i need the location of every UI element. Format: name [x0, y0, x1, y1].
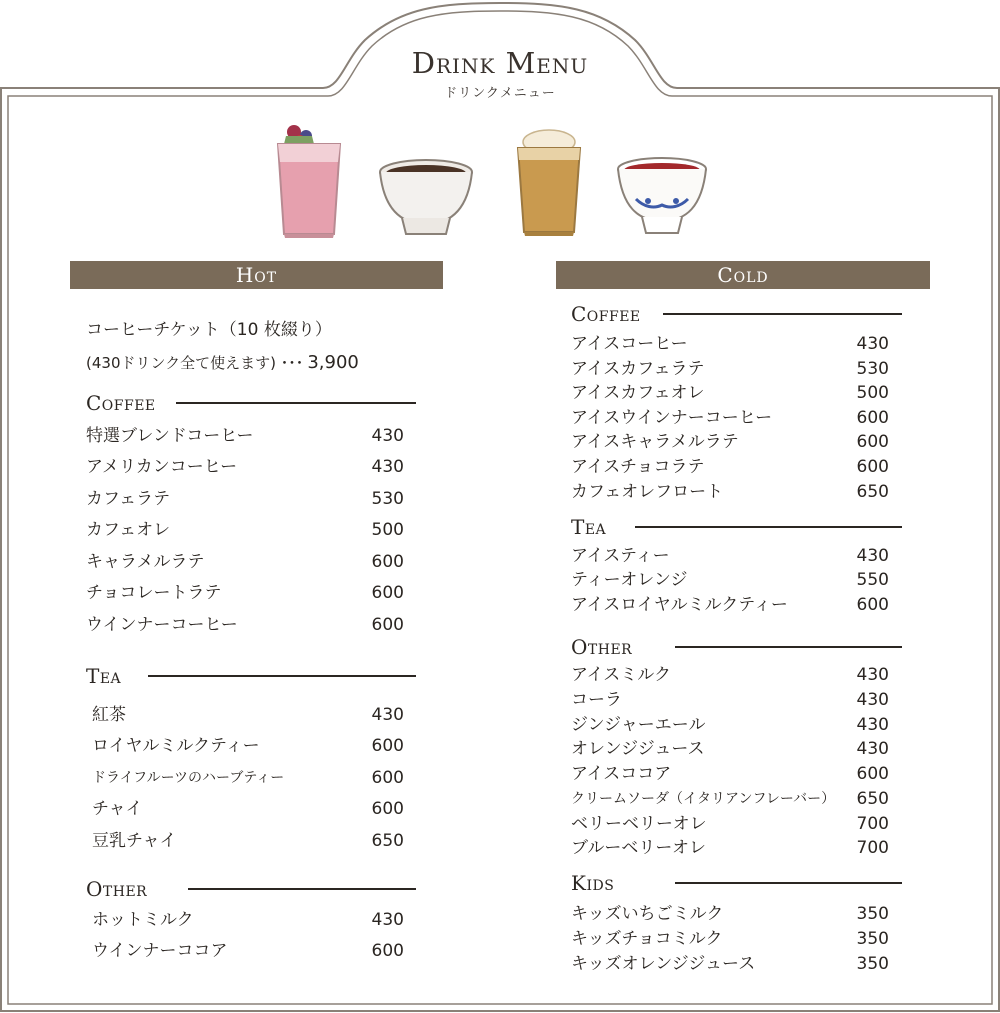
item-name: ドライフルーツのハーブティー: [92, 770, 285, 786]
section-title: Coffee: [571, 302, 651, 326]
item-name: ウインナーココア: [92, 941, 228, 961]
item-price: 430: [371, 705, 404, 725]
item-price: 430: [856, 665, 889, 685]
item-price: 350: [856, 929, 889, 949]
cold-tea-heading: [571, 515, 902, 541]
divider-line: [675, 882, 902, 884]
item-price: 600: [371, 736, 404, 756]
item-name: 特選ブレンドコーヒー: [86, 426, 254, 446]
hot-coffee-heading: [86, 391, 416, 417]
cold-kids-heading: [571, 871, 902, 897]
item-name: アイスコーヒー: [571, 334, 688, 354]
divider-line: [663, 313, 902, 315]
item-price: 430: [856, 739, 889, 759]
item-name: カフェラテ: [86, 489, 171, 509]
item-price: 430: [371, 457, 404, 477]
divider-line: [148, 675, 416, 677]
item-price: 600: [371, 941, 404, 961]
berry-smoothie-glass-icon: [272, 122, 346, 240]
menu-subtitle: ドリンクメニュー: [444, 86, 556, 101]
item-price: 430: [856, 334, 889, 354]
cold-other-heading: [571, 635, 902, 661]
section-title: Tea: [571, 515, 616, 539]
item-price: 350: [856, 954, 889, 974]
item-name: アイスミルク: [571, 665, 671, 685]
item-price: 430: [856, 690, 889, 710]
item-price: 550: [856, 570, 889, 590]
item-name: キッズいちごミルク: [571, 904, 724, 924]
item-price: 700: [856, 838, 889, 858]
item-price: 430: [371, 426, 404, 446]
item-name: ベリーベリーオレ: [571, 814, 707, 834]
item-price: 530: [856, 359, 889, 379]
item-price: 600: [371, 799, 404, 819]
hot-tea-heading: [86, 664, 416, 690]
item-price: 530: [371, 489, 404, 509]
hot-band: Hot: [70, 261, 443, 289]
item-name: 紅茶: [92, 705, 126, 725]
item-price: 650: [856, 482, 889, 502]
item-price: 600: [856, 764, 889, 784]
section-title: Coffee: [86, 391, 166, 415]
item-price: 430: [371, 910, 404, 930]
coffee-ticket-text: (430ドリンク全て使えます) ･･･: [86, 354, 304, 372]
section-title: Kids: [571, 871, 624, 895]
item-name: キッズオレンジジュース: [571, 954, 756, 974]
item-name: キャラメルラテ: [86, 552, 205, 572]
coffee-ticket-price: 3,900: [307, 352, 359, 373]
item-price: 600: [371, 768, 404, 788]
item-name: チャイ: [92, 799, 143, 819]
item-price: 650: [371, 831, 404, 851]
item-name: オレンジジュース: [571, 739, 705, 759]
item-price: 600: [371, 615, 404, 635]
item-name: カフェオレ: [86, 520, 171, 540]
coffee-ticket-note: [86, 352, 359, 374]
item-name: クリームソーダ（イタリアンフレーバー）: [571, 791, 836, 807]
item-name: アイスロイヤルミルクティー: [571, 595, 788, 615]
item-name: キッズチョコミルク: [571, 929, 723, 949]
item-price: 600: [371, 552, 404, 572]
item-price: 650: [856, 789, 889, 809]
item-price: 430: [856, 715, 889, 735]
divider-line: [675, 646, 902, 648]
hot-other-heading: [86, 877, 416, 903]
item-price: 600: [856, 457, 889, 477]
item-name: ブルーベリーオレ: [571, 838, 706, 858]
item-name: アイスウインナーコーヒー: [571, 408, 773, 428]
section-title: Tea: [86, 664, 131, 688]
item-name: コーラ: [571, 690, 622, 710]
item-price: 600: [856, 432, 889, 452]
divider-line: [188, 888, 416, 890]
item-price: 500: [856, 383, 889, 403]
item-name: ジンジャーエール: [571, 715, 706, 735]
cold-coffee-heading: [571, 302, 902, 328]
item-name: ウインナーコーヒー: [86, 615, 238, 635]
item-price: 700: [856, 814, 889, 834]
item-price: 500: [371, 520, 404, 540]
item-name: アメリカンコーヒー: [86, 457, 238, 477]
item-name: カフェオレフロート: [571, 482, 724, 502]
menu-title: Drink Menu: [411, 46, 589, 80]
tea-cup-icon: [614, 155, 710, 239]
coffee-cup-icon: [376, 158, 476, 238]
item-name: ホットミルク: [92, 910, 194, 930]
coffee-ticket-title: コーヒーチケット（10 枚綴り）: [86, 320, 332, 340]
item-name: チョコレートラテ: [86, 583, 222, 603]
item-price: 600: [856, 408, 889, 428]
item-name: アイスカフェラテ: [571, 359, 705, 379]
section-title: Other: [571, 635, 642, 659]
item-name: アイスココア: [571, 764, 672, 784]
item-name: アイスキャラメルラテ: [571, 432, 739, 452]
item-name: アイスティー: [571, 546, 670, 566]
section-title: Other: [86, 877, 157, 901]
divider-line: [635, 526, 902, 528]
divider-line: [176, 402, 416, 404]
item-price: 600: [371, 583, 404, 603]
item-name: アイスチョコラテ: [571, 457, 705, 477]
item-name: ロイヤルミルクティー: [92, 736, 260, 756]
iced-latte-glass-icon: [512, 128, 586, 238]
item-price: 350: [856, 904, 889, 924]
item-price: 430: [856, 546, 889, 566]
item-name: アイスカフェオレ: [571, 383, 705, 403]
item-name: 豆乳チャイ: [92, 831, 177, 851]
cold-band: Cold: [556, 261, 930, 289]
item-name: ティーオレンジ: [571, 570, 688, 590]
item-price: 600: [856, 595, 889, 615]
